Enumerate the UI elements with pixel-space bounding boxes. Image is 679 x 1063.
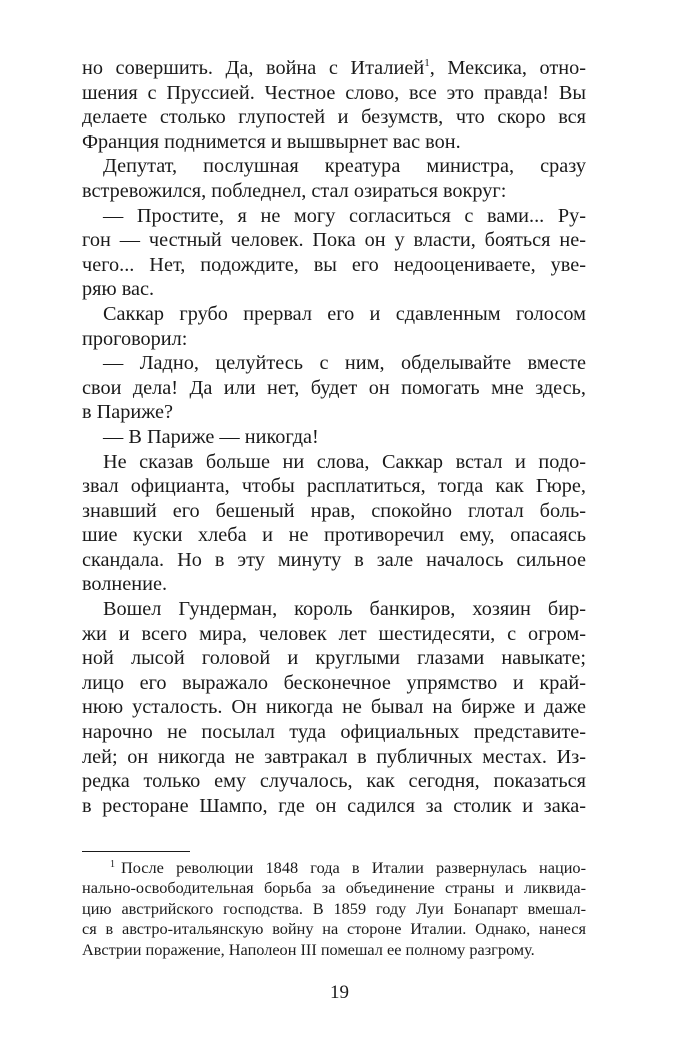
text-line: скандала. Но в эту минуту в зале началось сильное bbox=[82, 548, 586, 571]
page-number: 19 bbox=[330, 982, 349, 1003]
text-line: звал официанта, чтобы расплатиться, тогда как Гюре, bbox=[82, 475, 586, 498]
text-line: но совершить. Да, война с Италией$^1$, Мексика, отно- bbox=[82, 57, 586, 79]
footnote-divider bbox=[82, 851, 190, 852]
text-line: волнение. bbox=[82, 573, 168, 596]
text-line: делаете столько глупостей и безумств, что скоро вся bbox=[82, 106, 586, 129]
footnote-line: Австрии поражение, Наполеон III помешал ее полному разгрому. bbox=[82, 939, 535, 959]
text-line: встревожился, побледнел, стал озираться вокруг: bbox=[82, 179, 507, 202]
text-line: лей; он никогда не завтракал в публичных местах. Из- bbox=[82, 745, 586, 768]
text-line: нюю усталость. Он никогда не бывал на бирже и даже bbox=[82, 696, 586, 719]
text-line: — Ладно, целуйтесь с ним, обделывайте вместе bbox=[103, 352, 586, 375]
text-line: в ресторане Шампо, где он садился за столик и зака- bbox=[82, 794, 586, 817]
text-line: лицо его выражало бесконечное упрямство и край- bbox=[82, 671, 586, 694]
text-line: шие куски хлеба и не противоречил ему, опасаясь bbox=[82, 524, 586, 547]
main-text bbox=[82, 56, 586, 818]
footnote-line: ся в австро-итальянскую войну на стороне Италии. Однако, нанеся bbox=[82, 919, 586, 939]
text-line: — В Париже — никогда! bbox=[103, 425, 319, 448]
text-line: Не сказав больше ни слова, Саккар встал и подо- bbox=[103, 450, 586, 473]
footnote-line: цию австрийского господства. В 1859 году Луи Бонапарт вмешал- bbox=[82, 898, 586, 918]
footnote bbox=[82, 858, 586, 960]
text-line: редка только ему случалось, как сегодня, показаться bbox=[82, 770, 586, 793]
text-line: ной лысой головой и круглыми глазами навыкате; bbox=[82, 647, 586, 670]
text-line: знавший его бешеный нрав, спокойно глотал боль- bbox=[82, 499, 586, 522]
footnote-line: нально-освободительная борьба за объединение страны и ликвида- bbox=[82, 878, 586, 898]
text-line: в Париже? bbox=[82, 401, 174, 424]
footnote-marker: 1 bbox=[110, 859, 115, 870]
text-line: нарочно не посылал туда официальных представите- bbox=[82, 721, 586, 744]
footnote-reference[interactable]: 1 bbox=[424, 57, 430, 69]
text-line: свои дела! Да или нет, будет он помогать мне здесь, bbox=[82, 376, 586, 399]
text-line: гон — честный человек. Пока он у власти, бояться не- bbox=[82, 229, 586, 252]
text-line: Депутат, послушная креатура министра, сразу bbox=[103, 155, 586, 178]
text-line: жи и всего мира, человек лет шестидесяти, с огром- bbox=[82, 622, 586, 645]
text-line: Франция поднимется и вышвырнет вас вон. bbox=[82, 130, 461, 153]
text-line: ряю вас. bbox=[82, 278, 155, 301]
text-line: Вошел Гундерман, король банкиров, хозяин бир- bbox=[103, 598, 586, 621]
text-line: чего... Нет, подождите, вы его недооцениваете, уве- bbox=[82, 253, 586, 276]
text-line: проговорил: bbox=[82, 327, 188, 350]
text-line: Саккар грубо прервал его и сдавленным голосом bbox=[103, 302, 586, 325]
footnote-line: $^1$ После революции 1848 года в Италии развернулась нацио- bbox=[110, 858, 586, 877]
text-line: — Простите, я не могу согласиться с вами... Ру- bbox=[103, 204, 586, 227]
text-line: шения с Пруссией. Честное слово, все это правда! Вы bbox=[82, 81, 586, 104]
